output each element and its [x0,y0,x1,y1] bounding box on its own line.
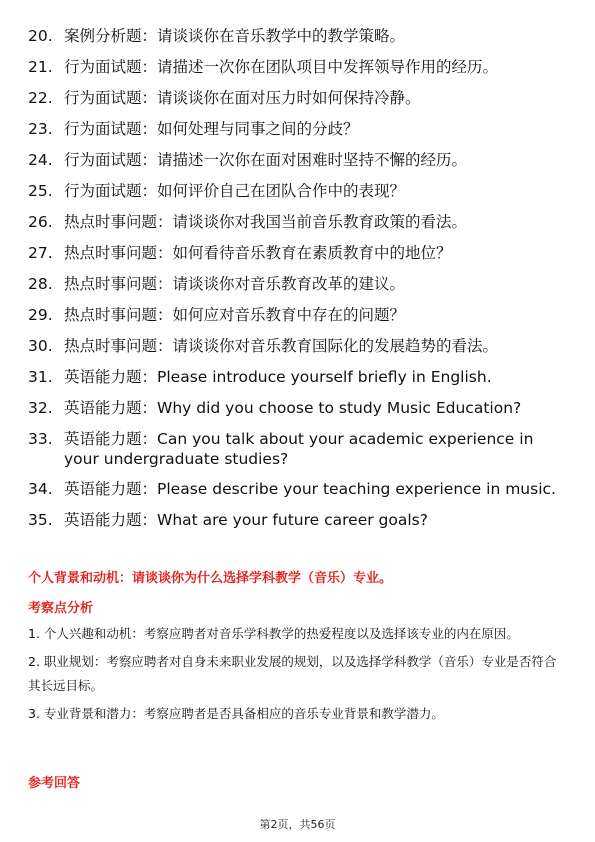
list-item: 20. 案例分析题：请谈谈你在音乐教学中的教学策略。 [28,27,406,45]
list-item: 29. 热点时事问题：如何应对音乐教育中存在的问题？ [28,306,406,324]
page-footer: 第2页，共56页 [259,818,336,831]
list-item: 21. 行为面试题：请描述一次你在团队项目中发挥领导作用的经历。 [28,58,499,76]
analysis-item: 2. 职业规划：考察应聘者对自身未来职业发展的规划，以及选择学科教学（音乐）专业是否符合其长远目标。 [28,654,557,693]
list-item: 27. 热点时事问题：如何看待音乐教育在素质教育中的地位？ [28,244,452,262]
list-item: 22. 行为面试题：请谈谈你在面对压力时如何保持冷静。 [28,89,421,107]
section-title: 个人背景和动机：请谈谈你为什么选择学科教学（音乐）专业。 [28,571,393,586]
list-item: 30. 热点时事问题：请谈谈你对音乐教育国际化的发展趋势的看法。 [28,337,499,355]
analysis-item: 1. 个人兴趣和动机：考察应聘者对音乐学科教学的热爱程度以及选择该专业的内在原因。 [28,626,519,641]
list-item: 35. 英语能力题：What are your future career goals? [28,511,428,529]
list-item: 24. 行为面试题：请描述一次你在面对困难时坚持不懈的经历。 [28,151,468,169]
analysis-list [28,622,568,730]
list-item: 34. 英语能力题：Please describe your teaching experience in music. [28,480,556,498]
list-item: 26. 热点时事问题：请谈谈你对我国当前音乐教育政策的看法。 [28,213,468,231]
list-item: 33. 英语能力题：Can you talk about your academic experience in your undergraduate studies? [28,430,534,468]
list-item: 23. 行为面试题：如何处理与同事之间的分歧？ [28,120,359,138]
question-list [28,26,568,541]
list-item: 31. 英语能力题：Please introduce yourself briefly in English. [28,368,492,386]
list-item: 25. 行为面试题：如何评价自己在团队合作中的表现？ [28,182,406,200]
list-item: 32. 英语能力题：Why did you choose to study Music Education? [28,399,522,417]
list-item: 28. 热点时事问题：请谈谈你对音乐教育改革的建议。 [28,275,406,293]
analysis-item: 3. 专业背景和潜力：考察应聘者是否具备相应的音乐专业背景和教学潜力。 [28,706,444,721]
analysis-heading: 考察点分析 [28,601,94,616]
answer-heading: 参考回答 [28,776,81,791]
